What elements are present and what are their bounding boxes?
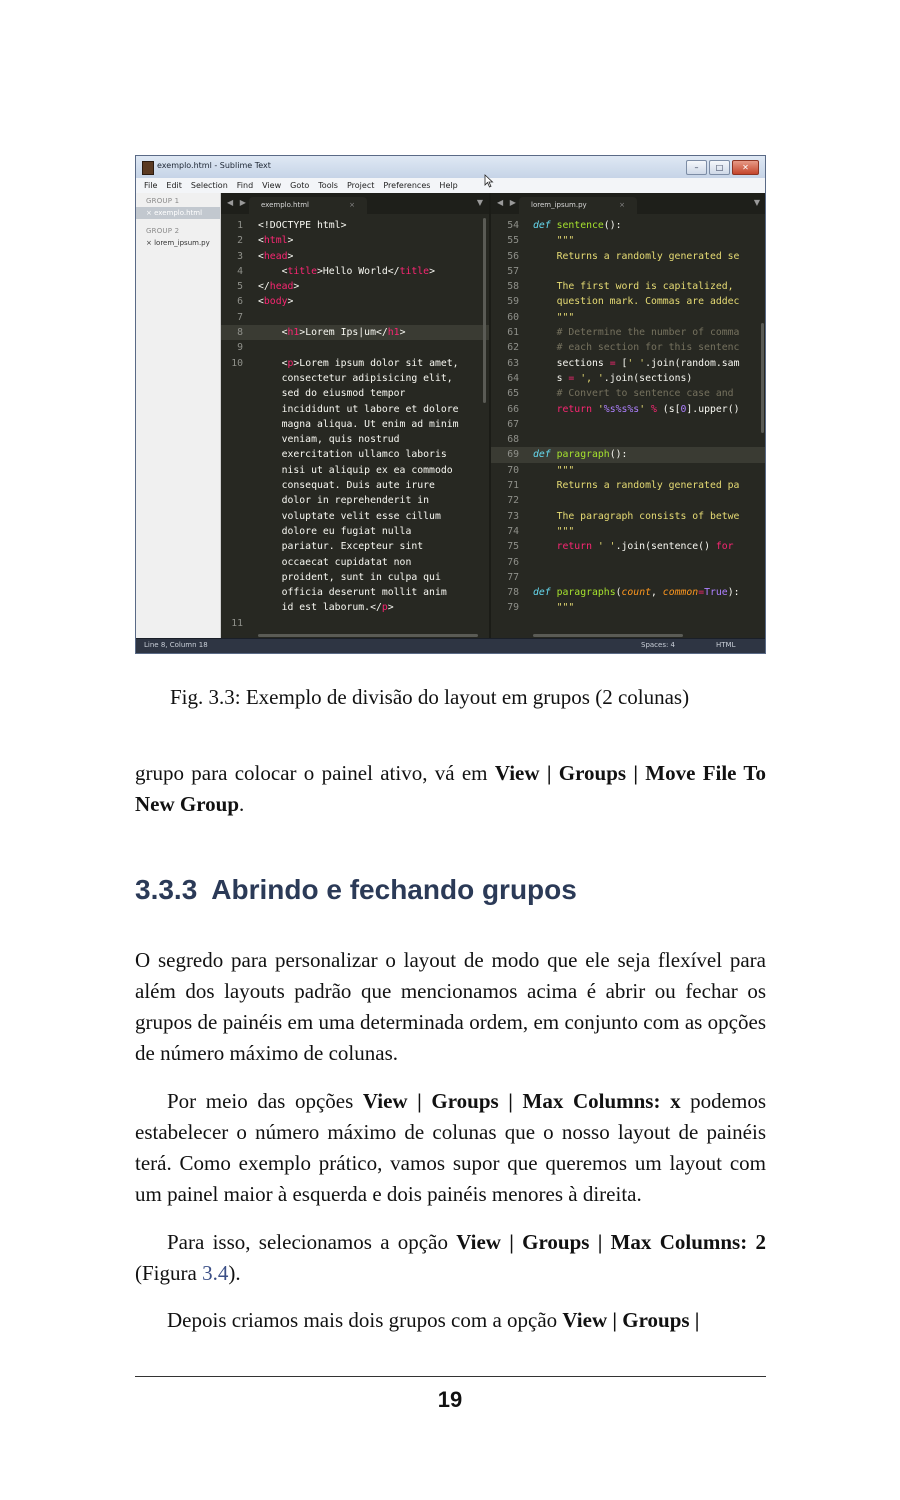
code-text: consectetur adipisicing elit, (258, 372, 453, 384)
line-number: 65 (507, 388, 519, 400)
code-text: return ' '.join(sentence() for (556, 541, 734, 553)
code-line (491, 233, 766, 248)
code-line (491, 478, 766, 493)
code-line (491, 356, 766, 371)
code-text: </head> (258, 281, 300, 293)
code-line (221, 524, 489, 539)
code-text: consequat. Duis aute irure (258, 480, 435, 492)
right-editor-pane (491, 193, 766, 639)
code-line (221, 371, 489, 386)
code-text: Returns a randomly generated pa (556, 480, 740, 492)
code-text: # Determine the number of comma (556, 327, 740, 339)
code-text: def paragraph(): (533, 449, 628, 461)
line-number: 8 (237, 327, 243, 339)
line-number: 3 (237, 250, 243, 262)
code-text: <p>Lorem ipsum dolor sit amet, (258, 357, 459, 369)
tab-close-icon: × (619, 201, 625, 209)
close-icon: ✕ (732, 160, 759, 175)
paragraph-intro: grupo para colocar o painel ativo, vá em View | Groups | Move File To New Group. (135, 761, 767, 816)
code-line (221, 600, 489, 615)
code-line (491, 310, 766, 325)
code-text: <title>Hello World</title> (258, 265, 435, 277)
code-text: occaecat cupidatat non (258, 556, 412, 568)
line-number: 11 (231, 617, 243, 629)
section-title: Abrindo e fechando grupos (211, 874, 577, 905)
code-line (221, 509, 489, 524)
code-text: voluptate velit esse cillum (258, 510, 441, 522)
code-line (221, 432, 489, 447)
code-text: question mark. Commas are addec (556, 296, 740, 308)
code-line (491, 325, 766, 340)
code-line (221, 233, 489, 248)
menu-item-project: Project (346, 181, 375, 190)
tab-dropdown-icon: ▼ (476, 198, 483, 207)
sidebar-group-2-label: GROUP 2 (146, 227, 180, 235)
right-horizontal-scrollbar (533, 634, 683, 637)
line-number: 72 (507, 495, 519, 507)
code-line (221, 325, 489, 340)
code-line (491, 447, 766, 462)
line-number: 78 (507, 587, 519, 599)
tab-nav-arrows: ◀ ▶ (497, 198, 518, 207)
window-controls (686, 160, 759, 175)
menu-item-file: File (144, 181, 158, 190)
status-syntax: HTML (716, 641, 736, 649)
code-text: veniam, quis nostrud (258, 434, 400, 446)
code-line (491, 249, 766, 264)
window-titlebar (136, 156, 765, 179)
footer-rule (135, 1376, 766, 1377)
sidebar-group-1-label: GROUP 1 (146, 197, 180, 205)
tab-label: lorem_ipsum.py (531, 201, 587, 209)
code-line (221, 356, 489, 371)
code-text: dolor in reprehenderit in (258, 495, 430, 507)
code-text: # Convert to sentence case and (556, 388, 734, 400)
section-heading (135, 874, 577, 906)
line-number: 76 (507, 556, 519, 568)
line-number: 66 (507, 403, 519, 415)
line-number: 75 (507, 541, 519, 553)
code-line (221, 386, 489, 401)
code-line (221, 310, 489, 325)
line-number: 77 (507, 571, 519, 583)
line-number: 59 (507, 296, 519, 308)
tab-exemplo-html (249, 197, 367, 214)
paragraph-4: Depois criamos mais dois grupos com a opção View | Groups | (167, 1308, 700, 1332)
code-line (491, 509, 766, 524)
code-line (491, 539, 766, 554)
code-line (221, 478, 489, 493)
code-line (221, 539, 489, 554)
code-line (221, 417, 489, 432)
line-number: 58 (507, 281, 519, 293)
code-text: dolore eu fugiat nulla (258, 525, 412, 537)
code-line (221, 616, 489, 631)
left-tab-bar (221, 193, 489, 214)
tab-nav-arrows: ◀ ▶ (227, 198, 248, 207)
code-text: s = ', '.join(sections) (533, 372, 693, 384)
sublime-text-screenshot (135, 155, 766, 654)
code-line (491, 524, 766, 539)
line-number: 6 (237, 296, 243, 308)
line-number: 57 (507, 265, 519, 277)
code-line (221, 294, 489, 309)
code-text: officia deserunt mollit anim (258, 587, 447, 599)
line-number: 5 (237, 281, 243, 293)
left-vertical-scrollbar (483, 218, 486, 403)
sublime-app-icon (142, 161, 154, 175)
sidebar-file-lorem: × lorem_ipsum.py (146, 239, 210, 247)
window-title: exemplo.html - Sublime Text (157, 161, 271, 170)
code-text: <body> (258, 296, 294, 308)
code-text: magna aliqua. Ut enim ad minim (258, 418, 459, 430)
code-text: Returns a randomly generated se (556, 250, 740, 262)
code-line (491, 279, 766, 294)
line-number: 60 (507, 311, 519, 323)
code-line (221, 585, 489, 600)
left-code-area (221, 218, 489, 639)
tab-close-icon: × (349, 201, 355, 209)
code-line (491, 600, 766, 615)
code-text: """ (556, 311, 575, 323)
page-number: 19 (437, 1387, 463, 1412)
line-number: 69 (507, 449, 519, 461)
line-number: 63 (507, 357, 519, 369)
minimize-icon: – (686, 160, 707, 175)
code-text: """ (556, 464, 575, 476)
menu-item-help: Help (439, 181, 458, 190)
code-text: # each section for this sentenc (556, 342, 740, 354)
line-number: 9 (237, 342, 243, 354)
code-text: <h1>Lorem Ips|um</h1> (258, 327, 406, 339)
status-bar (136, 638, 765, 653)
line-number: 10 (231, 357, 243, 369)
status-line-column: Line 8, Column 18 (144, 641, 208, 649)
tab-lorem-ipsum-py (519, 197, 637, 214)
code-line (221, 279, 489, 294)
line-number: 56 (507, 250, 519, 262)
menu-item-find: Find (236, 181, 254, 190)
code-line (491, 493, 766, 508)
code-text: return '%s%s%s' % (s[0].upper() (556, 403, 740, 415)
line-number: 71 (507, 480, 519, 492)
menu-item-goto: Goto (290, 181, 310, 190)
code-line (221, 447, 489, 462)
code-text: pariatur. Excepteur sint (258, 541, 424, 553)
code-text: nisi ut aliquip ex ea commodo (258, 464, 453, 476)
line-number: 79 (507, 602, 519, 614)
line-number: 61 (507, 327, 519, 339)
sidebar-file-exemplo: × exemplo.html (136, 207, 220, 219)
code-text: sections = [' '.join(random.sam (533, 357, 740, 369)
code-text: The first word is capitalized, (556, 281, 734, 293)
code-line (221, 463, 489, 478)
line-number: 67 (507, 418, 519, 430)
code-line (221, 570, 489, 585)
line-number: 2 (237, 235, 243, 247)
sidebar (136, 193, 221, 639)
code-line (221, 264, 489, 279)
line-number: 64 (507, 372, 519, 384)
tab-dropdown-icon: ▼ (753, 198, 760, 207)
code-text: def sentence(): (533, 220, 622, 231)
line-number: 62 (507, 342, 519, 354)
code-line (491, 264, 766, 279)
line-number: 70 (507, 464, 519, 476)
code-text: incididunt ut labore et dolore (258, 403, 459, 415)
maximize-icon: □ (709, 160, 730, 175)
code-line (491, 585, 766, 600)
code-line (491, 340, 766, 355)
code-line (491, 371, 766, 386)
code-text: proident, sunt in culpa qui (258, 571, 441, 583)
right-tab-bar (491, 193, 766, 214)
figure-caption: Fig. 3.3: Exemplo de divisão do layout em grupos (2 colunas) (170, 685, 690, 709)
menu-item-selection: Selection (190, 181, 228, 190)
menu-item-tools: Tools (318, 181, 338, 190)
code-text: """ (556, 525, 575, 537)
code-line (221, 249, 489, 264)
code-text: <head> (258, 250, 294, 262)
code-line (221, 402, 489, 417)
code-text: exercitation ullamco laboris (258, 449, 447, 461)
code-text: <!DOCTYPE html> (258, 220, 347, 231)
section-number: 3.3.3 (135, 874, 198, 905)
menu-bar (136, 178, 765, 194)
code-line (491, 294, 766, 309)
code-line (491, 386, 766, 401)
mouse-cursor-icon (484, 174, 494, 188)
code-line (491, 402, 766, 417)
code-line (491, 432, 766, 447)
code-text: """ (556, 235, 575, 247)
tab-label: exemplo.html (261, 201, 309, 209)
code-line (491, 463, 766, 478)
paragraph-1: O segredo para personalizar o layout de modo que ele seja flexível para além dos layouts padrão que mencionamos acima é abrir ou fechar os grupos de painéis em uma determinada ordem, em conjunto com as opções de número máximo de colunas. (135, 948, 766, 1065)
code-line (491, 570, 766, 585)
line-number: 54 (507, 220, 519, 231)
code-line (221, 493, 489, 508)
line-number: 55 (507, 235, 519, 247)
code-text: The paragraph consists of betwe (556, 510, 740, 522)
code-text: <html> (258, 235, 294, 247)
right-code-area (491, 218, 766, 639)
menu-item-preferences: Preferences (383, 181, 431, 190)
code-text: id est laborum.</p> (258, 602, 394, 614)
line-number: 68 (507, 434, 519, 446)
code-text: """ (556, 602, 575, 614)
code-line (221, 340, 489, 355)
code-line (221, 555, 489, 570)
menu-item-edit: Edit (166, 181, 182, 190)
line-number: 73 (507, 510, 519, 522)
paragraph-3: Para isso, selecionamos a opção View | Groups | Max Columns: 2 (Figura 3.4). (135, 1230, 766, 1285)
code-text: def paragraphs(count, common=True): (533, 587, 740, 599)
line-number: 74 (507, 525, 519, 537)
line-number: 4 (237, 265, 243, 277)
code-line (491, 417, 766, 432)
code-text: sed do eiusmod tempor (258, 388, 406, 400)
left-horizontal-scrollbar (258, 634, 478, 637)
line-number: 1 (237, 220, 243, 231)
paragraph-2: Por meio das opções View | Groups | Max Columns: x podemos estabelecer o número máximo de colunas que o nosso layout de painéis terá. Como exemplo prático, vamos supor que queremos um layout com um painel maior à esquerda e dois painéis menores à direita. (135, 1089, 767, 1206)
line-number: 7 (237, 311, 243, 323)
right-vertical-scrollbar (761, 323, 764, 433)
code-line (221, 218, 489, 233)
status-spaces: Spaces: 4 (641, 641, 676, 649)
code-line (491, 218, 766, 233)
left-editor-pane (221, 193, 489, 639)
code-line (491, 555, 766, 570)
menu-item-view: View (262, 181, 282, 190)
